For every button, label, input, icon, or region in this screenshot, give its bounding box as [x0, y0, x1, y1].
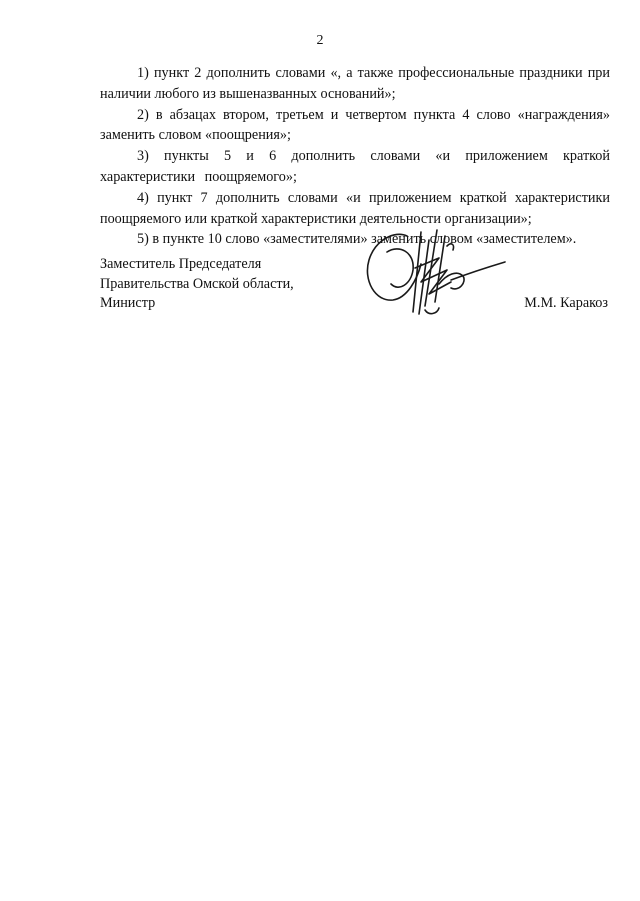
amendment-item-2: 2) в абзацах втором, третьем и четвертом пункта 4 слово «награждения» заменить словом «поощрения»; — [100, 106, 610, 144]
signatory-title-line-1: Заместитель Председателя — [100, 256, 262, 272]
amendment-item-1: 1) пункт 2 дополнить словами «, а также профессиональные праздники при наличии любого из вышеназванных оснований»; — [100, 65, 610, 102]
signatory-title-line-2: Правительства Омской области, — [100, 275, 294, 292]
amendment-item-4: 4) пункт 7 дополнить словами «и приложением краткой характеристики поощряемого или краткой характеристики деятельности организации»; — [100, 189, 610, 227]
signatory-title — [100, 255, 294, 314]
amendment-item-3: 3) пункты 5 и 6 дополнить словами «и приложением краткой характеристики поощряемого»; — [100, 148, 610, 185]
signatory-name: М.М. Каракоз — [524, 295, 608, 311]
signatory-title-line-3: Министр — [100, 295, 156, 311]
handwritten-signature — [355, 222, 515, 322]
amendment-item-5: 5) в пункте 10 слово «заместителями» заменить словом «заместителем». — [137, 231, 577, 248]
page-number: 2 — [316, 33, 324, 48]
